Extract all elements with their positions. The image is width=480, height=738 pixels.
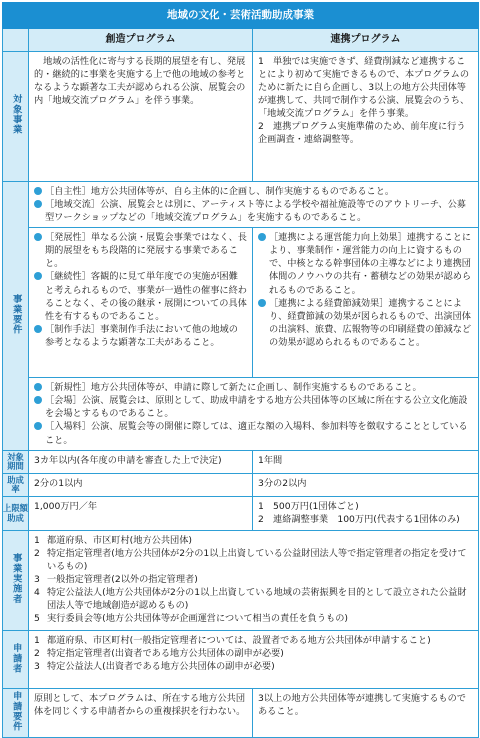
list-item: 5 実行委員会等(地方公共団体等が企画運営について相当の責任を負うもの) xyxy=(34,613,348,625)
document-title: 地域の文化・芸術活動助成事業 xyxy=(3,3,479,29)
requirement-item: ［連携による運営能力向上効果］連携することにより、事業制作・運営能力の向上に資するもので、中核となる幹事団体の主導などにより連携団体間のノウハウの共有・蓄積などの効果が認められるものであること。 xyxy=(258,231,473,296)
column-header-creative: 創造プログラム xyxy=(29,28,253,51)
row-header-application: 申請要件 xyxy=(3,689,29,738)
column-header-cooperative: 連携プログラム xyxy=(253,28,479,51)
list-item: 2 特定指定管理者(出資者である地方公共団体の副申が必要) xyxy=(34,648,284,660)
rate-cooperative: 3分の2以内 xyxy=(253,473,479,496)
list-item: 1 都道府県、市区町村(一般指定管理者については、設置者である地方公共団体が申請すること) xyxy=(34,635,431,647)
period-cooperative: 1年間 xyxy=(253,450,479,473)
requirements-cooperative-cell xyxy=(253,228,479,378)
requirement-item: ［入場料］公演、展覧会等の開催に際しては、適正な額の入場料、参加料等を徴収することとしていること。 xyxy=(34,420,473,446)
row-header-limit: 上限額 助成 xyxy=(3,497,29,531)
limit-creative: 1,000万円／年 xyxy=(29,497,253,531)
target-cooperative-item: 2 連携プログラム実施準備のため、前年度に行う企画調査・連絡調整等。 xyxy=(258,121,466,146)
requirements-creative-cell xyxy=(29,228,253,378)
requirement-item: ［新規性］地方公共団体等が、申請に際して新たに企画し、制作実施するものであること。 xyxy=(34,381,473,394)
application-creative: 原則として、本プログラムは、所在する地方公共団体を同じくする申請者からの重複採択を行わない。 xyxy=(29,689,253,738)
list-item: 3 一般指定管理者(2以外の指定管理者) xyxy=(34,574,198,586)
limit-cooperative-cell xyxy=(253,497,479,531)
list-item: 1 都道府県、市区町村(地方公共団体) xyxy=(34,535,192,547)
target-cooperative-cell xyxy=(253,52,479,182)
bullet-dot-icon xyxy=(34,325,42,333)
limit-cooperative-item: 1 500万円(1団体ごと) xyxy=(258,501,359,513)
requirement-item: ［連携による経費節減効果］連携することにより、経費節減の効果が図られるもので、出演団体の出演料、旅費、広報物等の印刷経費の節減などの効果が認められるものであること。 xyxy=(258,297,473,349)
bullet-dot-icon xyxy=(258,233,266,241)
bullet-dot-icon xyxy=(34,383,42,391)
applicant-list xyxy=(29,631,479,689)
target-creative-text: 地域の活性化に寄与する長期的展望を有し、発展的・継続的に事業を実施する上で他の地域の参考となるような顕著な工夫が認められる公演、展覧会の内「地域交流プログラム」を伴う事業。 xyxy=(34,56,246,107)
bullet-dot-icon xyxy=(34,422,42,430)
bullet-dot-icon xyxy=(34,396,42,404)
requirement-item: ［発展性］単なる公演・展覧会事業ではなく、長期的展望をもち段階的に発展する事業であること。 xyxy=(34,231,247,270)
requirement-item: ［会場］公演、展覧会は、原則として、助成申請をする地方公共団体等の区域に所在する公立文化施設を会場とするものであること。 xyxy=(34,394,473,420)
requirements-common-top xyxy=(29,182,479,228)
requirement-item: ［自主性］地方公共団体等が、自ら主体的に企画し、制作実施するものであること。 xyxy=(34,185,473,198)
bullet-dot-icon xyxy=(34,233,42,241)
limit-cooperative-item: 2 連絡調整事業 100万円(代表する1団体のみ) xyxy=(258,514,460,526)
bullet-dot-icon xyxy=(34,272,42,280)
target-cooperative-item: 1 単独では実施できず、経費削減など連携することにより初めて実施できるもので、本プログラムのために新たに自ら企画し、3以上の地方公共団体等が連携して、共同で制作する公演、展覧会のうち、「地域交流プログラム」を伴う事業。 xyxy=(258,56,470,120)
period-creative: 3カ年以内(各年度の申請を審査した上で決定) xyxy=(29,450,253,473)
requirements-common-bottom xyxy=(29,378,479,450)
header-corner xyxy=(3,28,29,51)
row-header-rate: 助成 率 xyxy=(3,473,29,496)
list-item: 2 特定指定管理者(地方公共団体が2分の1以上出資している公益財団法人等で指定管理者の指定を受けているもの) xyxy=(34,548,467,573)
bullet-dot-icon xyxy=(258,299,266,307)
requirement-item: ［制作手法］事業制作手法において他の地域の参考となるような顕著な工夫があること。 xyxy=(34,323,247,349)
application-cooperative: 3以上の地方公共団体等が連携して実施するものであること。 xyxy=(253,689,479,738)
bullet-dot-icon xyxy=(34,200,42,208)
bullet-dot-icon xyxy=(34,187,42,195)
row-header-implementer: 事業実施者 xyxy=(3,531,29,631)
target-creative-cell xyxy=(29,52,253,182)
row-header-target: 対象事業 xyxy=(3,52,29,182)
list-item: 3 特定公益法人(出資者である地方公共団体の副申が必要) xyxy=(34,661,275,673)
requirement-item: ［継続性］客観的に見て単年度での実施が困難と考えられるもので、事業が一過性の催事に終わることなく、その後の継承・展開についての具体性を有するものであること。 xyxy=(34,270,247,322)
grant-program-table xyxy=(2,2,479,738)
row-header-period: 対象 期間 xyxy=(3,450,29,473)
rate-creative: 2分の1以内 xyxy=(29,473,253,496)
row-header-applicant: 申請者 xyxy=(3,631,29,689)
list-item: 4 特定公益法人(地方公共団体が2分の1以上出資している地域の芸術振興を目的として設立された公益財団法人等で地域創造が認めるもの) xyxy=(34,587,467,612)
requirement-item: ［地域交流］公演、展覧会とは別に、アーティスト等による学校や福祉施設等でのアウトリーチ、公募型ワークショップなどの「地域交流プログラム」を実施するものであること。 xyxy=(34,198,473,224)
row-header-requirements: 事業要件 xyxy=(3,182,29,451)
implementer-list xyxy=(29,531,479,631)
